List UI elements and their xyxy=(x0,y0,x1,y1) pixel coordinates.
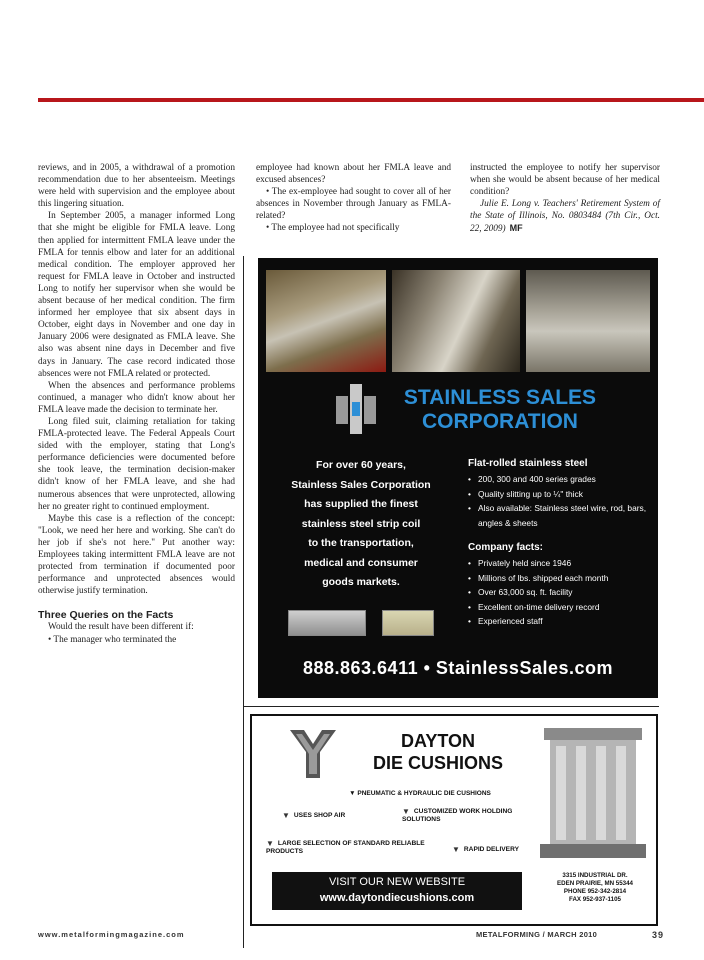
fax-line: FAX 952-937-1105 xyxy=(569,896,621,903)
phone-line: PHONE 952-342-2814 xyxy=(563,888,627,895)
ad-divider xyxy=(243,706,659,707)
feature-text: USES SHOP AIR xyxy=(293,812,346,819)
fact-item: • Privately held since 1946 xyxy=(468,556,653,571)
fact-item: • Excellent on-time delivery record xyxy=(468,600,653,615)
article-column-3 xyxy=(470,162,660,236)
pitch-line: goods markets. xyxy=(322,576,400,588)
association-badge xyxy=(382,610,434,636)
article-column-1 xyxy=(38,162,235,646)
paragraph: Maybe this case is a reflection of the concept: "Look, we need her here and working. She can't do her job if she's not here." Put another way: Employees taking intermittent FMLA leave are not protected from termination if documented poor performance and unprotected absences would otherwise justify termination. xyxy=(38,513,235,597)
arrow-down-icon: ▼ xyxy=(266,839,274,848)
arrow-down-icon: ▼ xyxy=(452,845,460,854)
arrow-down-icon: ▼ xyxy=(402,807,410,816)
company-address xyxy=(540,872,650,904)
stainless-logo-icon xyxy=(332,382,380,436)
website-link[interactable]: www.daytondiecushions.com xyxy=(319,892,475,904)
feature-text: LARGE SELECTION OF STANDARD RELIABLE PRODUCTS xyxy=(266,840,425,855)
pitch-line: stainless steel strip coil xyxy=(301,517,421,530)
facts-heading: Company facts: xyxy=(468,542,544,553)
address-line: 3315 INDUSTRIAL DR. xyxy=(562,872,628,879)
fact-item: • Millions of lbs. shipped each month xyxy=(468,571,653,586)
paragraph: • The ex-employee had sought to cover all of her absences in November through January as FMLA-related? xyxy=(256,187,451,222)
feature-text: RAPID DELIVERY xyxy=(463,846,519,853)
paragraph: Would the result have been different if: xyxy=(48,622,194,633)
paragraph: In September 2005, a manager informed Long that she might be eligible for FMLA leave. Long then applied for intermittent FMLA leave under the FMLA for tennis elbow and later for an additional medical condition. The employer approved her request for FMLA leave in October and instructed Long to notify her supervisor when she would be absent because of her medical condition. The firm informed her employee that six absent days in October, eight days in November and one day in January 2006 were designated as FMLA leave. She also was absent nine days in December and five days in January. The case record indicated those absences were not FMLA related or protected. xyxy=(38,211,235,379)
footer-website: www.metalformingmagazine.com xyxy=(38,930,185,939)
subtitle-text: PNEUMATIC & HYDRAULIC DIE CUSHIONS xyxy=(357,790,491,797)
pitch-line: has supplied the finest xyxy=(304,498,418,510)
arrow-down-icon: ▼ xyxy=(282,811,290,820)
header-rule xyxy=(38,98,704,102)
company-pitch xyxy=(266,456,456,593)
product-item: • 200, 300 and 400 series grades xyxy=(468,472,653,487)
product-item: • Also available: Stainless steel wire, rod, bars, angles & sheets xyxy=(468,501,653,530)
title-line-2: DIE CUSHIONS xyxy=(372,753,504,773)
pitch-line: For over 60 years, xyxy=(316,459,406,471)
phone-and-website[interactable]: 888.863.6411 • StainlessSales.com xyxy=(302,658,613,678)
die-cushion-product-image xyxy=(536,722,650,862)
feature-item xyxy=(266,840,456,856)
ad-subtitle xyxy=(310,790,530,797)
page-number: 39 xyxy=(652,930,665,940)
column-divider xyxy=(243,256,244,948)
dayton-die-cushions-ad[interactable] xyxy=(250,714,658,926)
paragraph: • The manager who terminated the xyxy=(48,634,177,645)
fact-item: • Over 63,000 sq. ft. facility xyxy=(468,585,653,600)
pitch-line: to the transportation, xyxy=(308,537,414,549)
paragraph: employee had known about her FMLA leave and excused absences? xyxy=(256,163,451,186)
feature-item xyxy=(282,812,392,820)
feature-item xyxy=(452,846,542,854)
warehouse-photo xyxy=(526,270,650,372)
paragraph: When the absences and performance problems continued, a manager who didn't know about her FMLA leave made the decision to terminate her. xyxy=(38,380,235,415)
feature-text: CUSTOMIZED WORK HOLDING SOLUTIONS xyxy=(402,808,513,823)
section-heading: Three Queries on the Facts xyxy=(38,609,174,622)
website-banner[interactable] xyxy=(272,872,522,910)
fact-item: • Experienced staff xyxy=(468,614,653,629)
products-heading: Flat-rolled stainless steel xyxy=(468,458,588,469)
end-mark: MF xyxy=(509,223,523,234)
ad-title xyxy=(348,730,528,774)
dayton-logo-icon xyxy=(288,726,338,780)
pitch-line: medical and consumer xyxy=(304,556,418,569)
footer-publication: METALFORMING / MARCH 2010 xyxy=(476,930,598,939)
stainless-sales-ad[interactable] xyxy=(258,258,658,698)
paragraph: instructed the employee to notify her supervisor when she would be absent because of her medical condition? xyxy=(470,163,660,198)
logo-line-1: STAINLESS SALES xyxy=(403,386,597,409)
logo-line-2: CORPORATION xyxy=(422,410,578,433)
case-citation xyxy=(470,198,660,235)
paragraph: reviews, and in 2005, a withdrawal of a promotion recommendation due to her absenteeism. Meetings were held with supervision and the employee about this lingering situation. xyxy=(38,163,235,210)
citation-text: Julie E. Long v. Teachers' Retirement System of the State of Illinois, No. 0803484 (7th Cir., Oct. 22, 2009) xyxy=(470,199,660,235)
certification-badge xyxy=(288,610,366,636)
title-line-1: DAYTON xyxy=(400,731,476,751)
visit-text: VISIT OUR NEW WEBSITE xyxy=(328,876,466,888)
paragraph: Long filed suit, claiming retaliation for taking FMLA-protected leave. The Federal Appeals Court sided with the employer, stating that Long's performance deficiencies were documented before she took leave, the termination decision-maker didn't know of her FMLA leave, and she had numerous absences that were unprotected, allowing her no greater right to continued employment. xyxy=(38,416,235,512)
product-facts xyxy=(468,456,653,629)
company-logo-text xyxy=(390,386,610,434)
article-column-2 xyxy=(256,162,451,235)
address-line: EDEN PRAIRIE, MN 55344 xyxy=(557,880,633,887)
arrow-down-icon: ▼ xyxy=(349,790,358,797)
pitch-line: Stainless Sales Corporation xyxy=(291,478,431,491)
strip-steel-photo xyxy=(392,270,520,372)
feature-item xyxy=(402,808,532,824)
steel-coil-photo xyxy=(266,270,386,372)
product-item: • Quality slitting up to ¼" thick xyxy=(468,487,653,502)
paragraph: • The employee had not specifically xyxy=(266,223,400,234)
